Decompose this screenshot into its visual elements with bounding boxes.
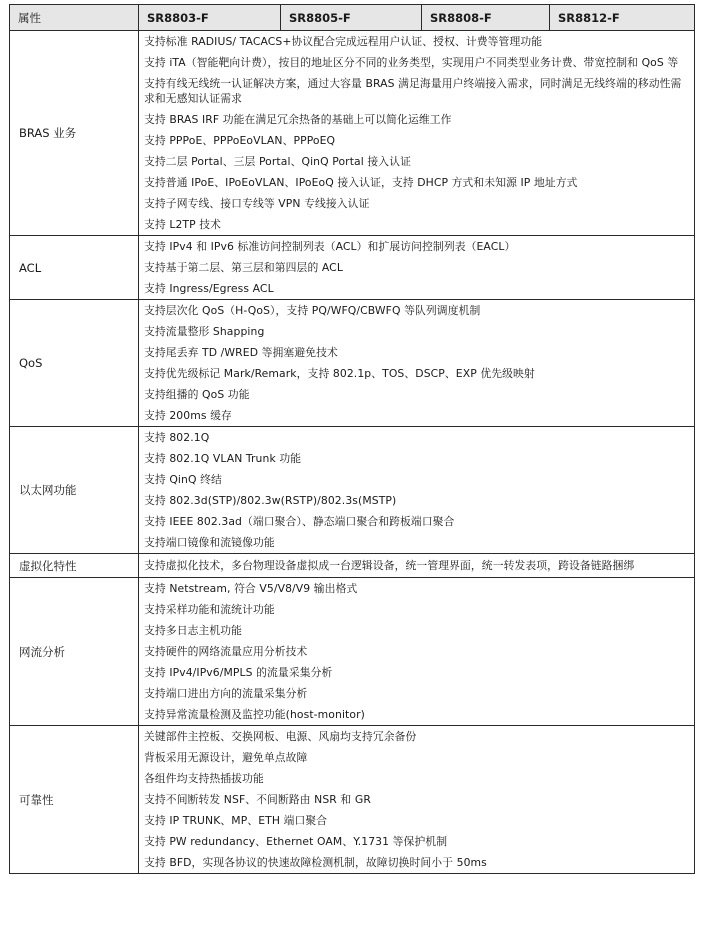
feature-line: 支持 802.1Q VLAN Trunk 功能 [144,452,302,465]
feature-line: 支持采样功能和流统计功能 [144,603,275,616]
feature-line: 支持基于第二层、第三层和第四层的 ACL [144,261,343,274]
feature-line: 支持虚拟化技术，多台物理设备虚拟成一台逻辑设备，统一管理界面，统一转发表项，跨设备链路捆绑 [144,559,635,572]
section-row-bras [10,31,695,236]
header-model-sr8803f: SR8803-F [139,5,281,31]
feature-line: 支持优先级标记 Mark/Remark，支持 802.1p、TOS、DSCP、EXP 优先级映射 [144,367,535,380]
section-name: ACL [10,236,139,300]
section-row-virtualization [10,554,695,578]
feature-line: 支持层次化 QoS（H-QoS），支持 PQ/WFQ/CBWFQ 等队列调度机制 [144,304,481,317]
feature-line: 支持不间断转发 NSF、不间断路由 NSR 和 GR [144,793,371,806]
feature-line: 支持 BFD，实现各协议的快速故障检测机制，故障切换时间小于 50ms [144,856,487,869]
section-row-reliability [10,726,695,874]
feature-list [139,726,695,874]
feature-line: 关键部件主控板、交换网板、电源、风扇均支持冗余备份 [144,730,417,743]
section-name: 虚拟化特性 [10,554,139,578]
section-name: 网流分析 [10,578,139,726]
feature-line: 支持标准 RADIUS/ TACACS+协议配合完成远程用户认证、授权、计费等管理功能 [144,35,543,48]
section-row-qos [10,300,695,427]
feature-list [139,427,695,554]
feature-line: 支持 Netstream, 符合 V5/V8/V9 输出格式 [144,582,358,595]
feature-line: 各组件均支持热插拔功能 [144,772,264,785]
feature-line: 支持端口进出方向的流量采集分析 [144,687,308,700]
feature-line: 支持二层 Portal、三层 Portal、QinQ Portal 接入认证 [144,155,411,168]
section-row-ethernet [10,427,695,554]
feature-line: 支持 PPPoE、PPPoEoVLAN、PPPoEQ [144,134,336,147]
feature-line: 支持子网专线、接口专线等 VPN 专线接入认证 [144,197,370,210]
section-row-netflow [10,578,695,726]
feature-line: 支持 PW redundancy、Ethernet OAM、Y.1731 等保护机制 [144,835,448,848]
feature-line: 支持 QinQ 终结 [144,473,222,486]
feature-list [139,578,695,726]
feature-line: 支持多日志主机功能 [144,624,243,637]
header-model-sr8808f: SR8808-F [422,5,550,31]
feature-line: 支持异常流量检测及监控功能(host-monitor) [144,708,365,721]
feature-list [139,31,695,236]
feature-line: 支持 Ingress/Egress ACL [144,282,274,295]
feature-line: 支持 L2TP 技术 [144,218,222,231]
section-name: QoS [10,300,139,427]
feature-line: 支持 IEEE 802.3ad（端口聚合）、静态端口聚合和跨板端口聚合 [144,515,455,528]
feature-line: 支持尾丢弃 TD /WRED 等拥塞避免技术 [144,346,338,359]
header-row [10,5,695,31]
feature-line: 支持端口镜像和流镜像功能 [144,536,275,549]
header-model-sr8812f: SR8812-F [550,5,695,31]
feature-line: 支持 802.1Q [144,431,210,444]
section-name: 可靠性 [10,726,139,874]
section-name: 以太网功能 [10,427,139,554]
feature-line: 背板采用无源设计，避免单点故障 [144,751,308,764]
feature-line: 支持普通 IPoE、IPoEoVLAN、IPoEoQ 接入认证，支持 DHCP 方式和未知源 IP 地址方式 [144,176,578,189]
feature-line: 支持 802.3d(STP)/802.3w(RSTP)/802.3s(MSTP) [144,494,397,507]
feature-line: 支持组播的 QoS 功能 [144,388,250,401]
header-attr: 属性 [10,5,139,31]
feature-line: 支持 iTA（智能靶向计费），按目的地址区分不同的业务类型，实现用户不同类型业务计费、带宽控制和 QoS 等 [144,56,679,69]
spec-table [9,4,695,874]
feature-line: 支持 IPv4/IPv6/MPLS 的流量采集分析 [144,666,333,679]
section-name: BRAS 业务 [10,31,139,236]
feature-line: 支持 IPv4 和 IPv6 标准访问控制列表（ACL）和扩展访问控制列表（EACL） [144,240,516,253]
feature-line: 支持硬件的网络流量应用分析技术 [144,645,308,658]
feature-line: 支持 BRAS IRF 功能在满足冗余热备的基础上可以简化运维工作 [144,113,452,126]
feature-list [139,300,695,427]
feature-line: 支持 200ms 缓存 [144,409,232,422]
feature-list [139,236,695,300]
section-row-acl [10,236,695,300]
feature-line: 支持流量整形 Shapping [144,325,265,338]
header-model-sr8805f: SR8805-F [281,5,422,31]
feature-line: 支持有线无线统一认证解决方案，通过大容量 BRAS 满足海量用户终端接入需求，同时满足无线终端的移动性需求和无感知认证需求 [144,77,682,105]
feature-list [139,554,695,578]
feature-line: 支持 IP TRUNK、MP、ETH 端口聚合 [144,814,328,827]
